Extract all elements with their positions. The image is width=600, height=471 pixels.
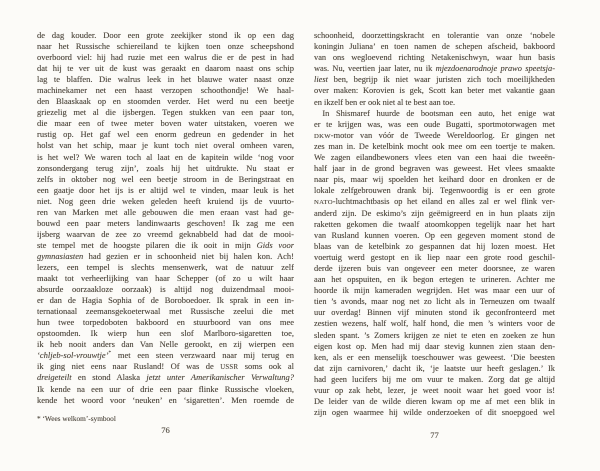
text-line: liest ben, begrijp ik niet waar juristen zich toch moeilijkheden (314, 75, 555, 85)
text-line: naar het Russische schiereiland te kijken toen onze scheepshond (37, 41, 294, 52)
text-line: er dan de Hagia Sophia of de Boroboedoer. Ik sprak in een in- (37, 295, 294, 306)
text-line: ik ging niet eens naar Rusland! Of was de USSR soms ook al (37, 361, 294, 372)
text-line: derde ijzeren buis van ongeveer een meter doorsnee, ze waren (314, 263, 555, 273)
page-number-right: 77 (430, 430, 439, 440)
text-line: blaas van de ketelbink zo gespannen dat hij lozen moest. Het (314, 241, 555, 251)
text-line: over maken: Korovien is gek, Scott kan beter met vakantie gaan (314, 86, 555, 96)
text-line: tien ’s avonds, maar nog net zo licht als in Terneuzen om twaalf (314, 297, 555, 307)
text-line: zelfs in oktober nog wel een beetje stroom in de Beringstraat en (37, 173, 294, 184)
text-line: naar pis, maar wij spoelden het keihard door en dronken er de (314, 175, 555, 185)
text-line: die maar een of twee meter boven water uitstaken, voeren we (37, 118, 294, 129)
text-line: lag te blaffen. Die walrus leek in het blauwe water naast onze (37, 74, 294, 85)
text-line: dat zijn carnivoren,’ dacht ik, ‘je laatste uur heeft geslagen.’ Ik (314, 363, 555, 373)
text-line: griezelig met al die ijsbergen. Tegen stukken van een paar ton, (37, 107, 294, 118)
text-line: holst van het schip, maar je kunt toch niet overal omheen varen, (37, 140, 294, 151)
text-line: ken, als er een menselijk toeschouwer was geweest. ‘Die beesten (314, 352, 555, 362)
text-line: bouwd een paar meters landinwaarts geschoven! Ik zag me een (37, 217, 294, 228)
text-line: vuur op zak hebt, lezer, je weet nooit waar het goed voor is! (314, 386, 555, 395)
text-line: maakt tot verheerlijking van haar Schepper (of zo u wilt haar (37, 273, 294, 284)
text-line: aan het opspuiten, en ik begon ertegen te urineren. Achter me (314, 275, 555, 285)
text-line: overboord viel: hij had ruzie met een walrus die er de pest in had (37, 52, 294, 63)
text-line: kende het woord voor ‘neuken’ en ‘sigaretten’. Men roemde de (37, 394, 294, 405)
text-line: DKW-motor van vóór de Tweede Wereldoorlog. Er gingen net (314, 130, 555, 140)
text-line: lokale zelfgebrouwen drank bij. Tegenwoordig is er een grote (314, 186, 555, 196)
text-line: opstoomden. Ik wierp hun een slof Marlboro-sigaretten toe, (37, 328, 294, 339)
left-page-footnote: * ‘Wees welkom’-symbool (37, 414, 116, 423)
right-page-text-block (314, 30, 555, 418)
text-line: ren van Marken met alle gebouwen die men eraan vast had ge- (37, 206, 294, 217)
text-line: van Rusland kunnen voeren. Op een gegeven moment stond de (314, 230, 555, 240)
text-line: was. Nu, veertien jaar later, nu ik mjezdoenarodnoje prawo speetsja- (314, 64, 555, 74)
text-line: van ons wegloevend richting Netakenischwyn, waar hun basis (314, 53, 555, 63)
text-line: anderd zijn. De eskimo’s zijn geëmigreerd en in hun plaats zijn (314, 208, 555, 218)
text-line: ste tempel met de hoogste pilaren die ik ooit in mijn Gids voor (37, 239, 294, 250)
text-line: ternationaal zeemansgekoeterwaal met Russische zeelui die met (37, 306, 294, 317)
text-line: half jaar in de grond begraven was geweest. Het vlees smaakte (314, 164, 555, 174)
text-line: den Blaaskaak op en stoomden verder. Het werd nu een beetje (37, 96, 294, 107)
page-number-left: 76 (161, 425, 170, 435)
text-line: machinekamer net een haast verzopen schoothondje! We haal- (37, 85, 294, 96)
text-line: lezers, een tempel is slechts mensenwerk, wat de natuur zelf (37, 261, 294, 272)
text-line: koningin Juliana’ en toen namen de schepen afscheid, bakboord (314, 42, 555, 52)
text-line: ijsberg waarvan de zee zo vreemd geknabbeld had dat de mooi- (37, 228, 294, 239)
text-line: sleden spant. ’s Zomers krijgen ze niet te eten en zoeken ze hun (314, 330, 555, 340)
text-line: dreigeteilt en stond Alaska jetzt unter Amerikanischer Verwaltung? (37, 372, 294, 383)
text-line: zonsondergang terug zijn’, zoals hij het uitdrukte. Nu staat er (37, 162, 294, 173)
text-line: uur overdag! Binnen vijf minuten stond ik geconfronteerd met (314, 308, 555, 318)
text-line: hun twee torpedoboten bakboord en stuurboord van ons mee (37, 317, 294, 328)
text-line: en ikzelf ben er ook niet al te best aan toe. (314, 97, 456, 107)
text-line: eigen kost op. Men had mij daar stevig kunnen zien staan den- (314, 341, 555, 351)
text-line: In Shismaref huurde de bootsman een auto, het enige wat (314, 108, 555, 118)
text-line: dat hij te ver uit de kust was geraakt en daarom naast ons schip (37, 63, 294, 74)
text-line: ‘chljeb-sol-vrouwtje’* met een steen verzwaard naar mij terug en (37, 350, 294, 361)
text-line: De leider van de wilde dieren kwam op me af met een blik in (314, 397, 555, 407)
text-line: voertuig werd gestopt en ik liep naar een grote rood geschil- (314, 252, 555, 262)
text-line: niet. Nog geen drie weken geleden heeft kruiend ijs de vuurto- (37, 195, 294, 206)
text-line: is het wel? We waren toch al laat en de kapitein wilde ‘nog voor (37, 151, 294, 162)
text-line: er te krijgen was, was een oude Bugatti, sportmotorwagen met (314, 119, 555, 129)
text-line: ik heb nooit anders dan Van Nelle gerookt, en zij wierpen een (37, 339, 294, 350)
text-line: de dag kouder. Door een grote zeekijker stond ik op een dag (37, 30, 294, 40)
text-line: We zagen eilandbewoners vlees eten van een haai die tweeën- (314, 153, 555, 163)
text-line: gymnasiasten had gezien er in schoonheid niet bij halen kon. Ach! (37, 250, 294, 261)
text-line: NATO-luchtmachtbasis op het eiland en alles zal er wel flink ver- (314, 197, 555, 207)
text-line: hoorde ik mijn kameraden wegrijden. Het was maar een uur of (314, 286, 555, 296)
left-page-text-block (37, 30, 294, 406)
text-line: een gaatje door het ijs is er altijd wel te vinden, maar leuk is het (37, 184, 294, 195)
text-line: zes man in. De ketelbink mocht ook mee om een toertje te maken. (314, 141, 555, 151)
text-line: raketten gekomen die twaalf atoomkoppen tegelijk naar het hart (314, 219, 555, 229)
text-line: had geen lucifers bij me om vuur te maken. Zorg dat ge altijd (314, 374, 555, 384)
text-line: Ik kende na een uur of drie een paar flinke Russische vloeken, (37, 383, 294, 394)
text-line: zijn ogen waarmee hij wilde onderzoeken of dit snoepgoed wel (314, 408, 555, 418)
text-line: schoonheid, doorzettingskracht en tolerantie van onze ‘nobele (314, 31, 555, 40)
text-line: rustig op. Het gaf wel een enorm gedreun en gedender in het (37, 129, 294, 140)
text-line: absurde oorzaakloze oorzaak) is altijd nog duizendmaal mooi- (37, 284, 294, 295)
text-line: zestien wezens, half wolf, half hond, die men ’s winters voor de (314, 319, 555, 329)
